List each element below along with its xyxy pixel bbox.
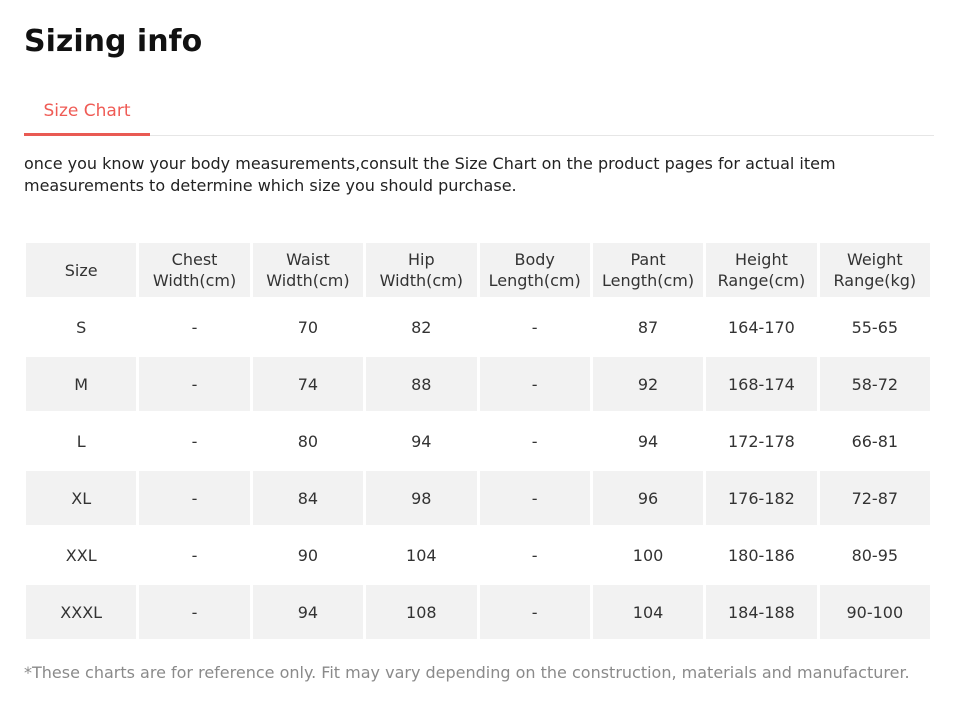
table-cell: 96 <box>593 471 703 525</box>
column-header-waist-width <box>253 243 363 297</box>
table-cell: 98 <box>366 471 476 525</box>
table-cell: 184-188 <box>706 585 816 639</box>
table-cell: 80 <box>253 414 363 468</box>
table-cell: 55-65 <box>820 300 930 354</box>
table-cell: 164-170 <box>706 300 816 354</box>
table-cell: 87 <box>593 300 703 354</box>
table-cell: - <box>480 528 590 582</box>
table-cell: 92 <box>593 357 703 411</box>
table-cell: 180-186 <box>706 528 816 582</box>
column-header-line: Width(cm) <box>152 271 237 290</box>
table-cell: - <box>480 414 590 468</box>
column-header-chest-width <box>139 243 249 297</box>
table-cell: - <box>139 414 249 468</box>
table-cell: 70 <box>253 300 363 354</box>
table-cell: 94 <box>366 414 476 468</box>
column-header-line: Weight <box>846 250 903 269</box>
table-cell: 104 <box>366 528 476 582</box>
column-header-line: Hip <box>407 250 435 269</box>
table-cell: 82 <box>366 300 476 354</box>
table-cell: 172-178 <box>706 414 816 468</box>
column-header-body-length <box>480 243 590 297</box>
table-cell: 74 <box>253 357 363 411</box>
table-cell: - <box>139 357 249 411</box>
table-cell: M <box>26 357 136 411</box>
column-header-size <box>26 243 136 297</box>
size-chart-table <box>23 240 933 642</box>
table-cell: 90-100 <box>820 585 930 639</box>
column-header-line: Length(cm) <box>488 271 581 290</box>
table-cell: - <box>139 300 249 354</box>
column-header-line: Waist <box>286 250 330 269</box>
column-header-line: Height <box>734 250 788 269</box>
table-row-xxl <box>26 528 930 582</box>
table-cell: XXXL <box>26 585 136 639</box>
table-row-xl <box>26 471 930 525</box>
table-cell: XXL <box>26 528 136 582</box>
tab-bar <box>24 88 934 136</box>
column-header-line: Range(cm) <box>717 271 806 290</box>
table-header-row <box>26 243 930 297</box>
column-header-line: Width(cm) <box>266 271 350 290</box>
table-cell: 100 <box>593 528 703 582</box>
table-row-m <box>26 357 930 411</box>
column-header-weight-range <box>820 243 930 297</box>
table-cell: - <box>139 528 249 582</box>
table-cell: - <box>480 471 590 525</box>
table-row-l <box>26 414 930 468</box>
table-cell: 58-72 <box>820 357 930 411</box>
table-cell: L <box>26 414 136 468</box>
column-header-line: Range(kg) <box>833 271 917 290</box>
table-cell: 104 <box>593 585 703 639</box>
tab-size-chart[interactable]: Size Chart <box>24 88 150 136</box>
table-cell: 84 <box>253 471 363 525</box>
table-cell: - <box>139 471 249 525</box>
table-cell: 168-174 <box>706 357 816 411</box>
table-cell: 176-182 <box>706 471 816 525</box>
table-cell: 94 <box>253 585 363 639</box>
column-header-line: Width(cm) <box>379 271 463 290</box>
table-cell: - <box>480 585 590 639</box>
table-cell: 72-87 <box>820 471 930 525</box>
column-header-line: Body <box>514 250 555 269</box>
column-header-line: Length(cm) <box>602 271 695 290</box>
table-cell: 90 <box>253 528 363 582</box>
page-title: Sizing info <box>24 24 203 59</box>
table-cell: 88 <box>366 357 476 411</box>
table-cell: - <box>480 357 590 411</box>
table-cell: - <box>139 585 249 639</box>
table-row-s <box>26 300 930 354</box>
disclaimer-footnote: *These charts are for reference only. Fit may vary depending on the construction, materials and manufacturer. <box>24 663 910 682</box>
table-cell: - <box>480 300 590 354</box>
column-header-hip-width <box>366 243 476 297</box>
intro-text: once you know your body measurements,consult the Size Chart on the product pages for actual item measurements to determine which size you should purchase. <box>24 154 836 195</box>
table-cell: 94 <box>593 414 703 468</box>
column-header-pant-length <box>593 243 703 297</box>
table-row-xxxl <box>26 585 930 639</box>
column-header-height-range <box>706 243 816 297</box>
table-cell: XL <box>26 471 136 525</box>
table-cell: 66-81 <box>820 414 930 468</box>
table-cell: S <box>26 300 136 354</box>
column-header-line: Pant <box>630 250 666 269</box>
table-cell: 80-95 <box>820 528 930 582</box>
column-header-line: Chest <box>171 250 218 269</box>
table-cell: 108 <box>366 585 476 639</box>
column-header-line: Size <box>64 260 98 280</box>
